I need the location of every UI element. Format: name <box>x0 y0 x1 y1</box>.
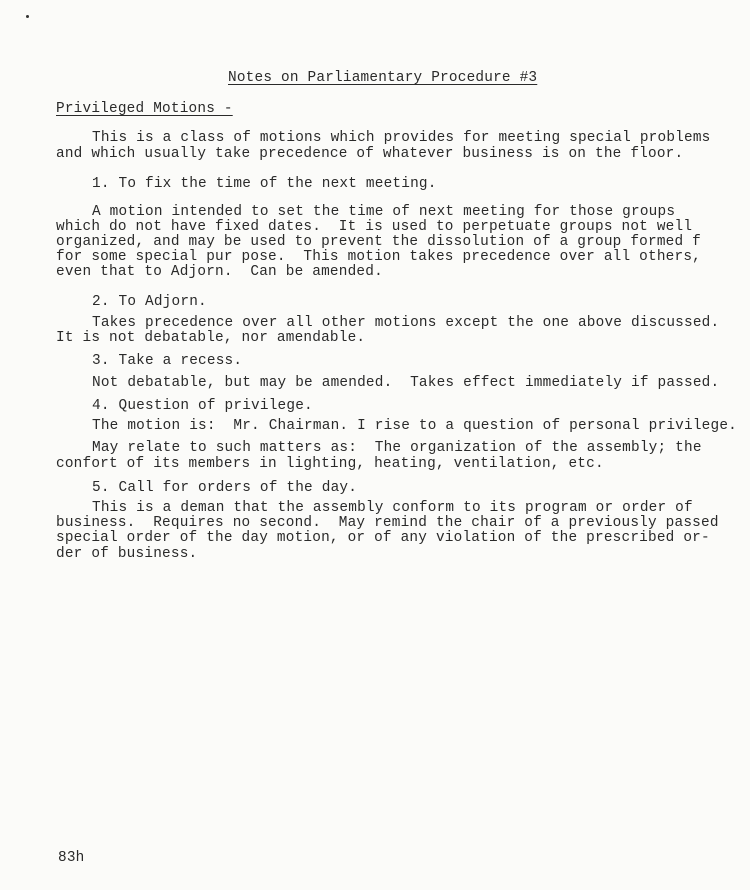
item-line: Takes precedence over all other motions except the one above discussed. <box>92 315 720 331</box>
document-title: Notes on Parliamentary Procedure #3 <box>228 70 538 86</box>
item-title: 1. To fix the time of the next meeting. <box>92 176 437 192</box>
intro-line: and which usually take precedence of whatever business is on the floor. <box>56 146 684 162</box>
item-line: The motion is: Mr. Chairman. I rise to a question of personal privilege. <box>92 418 738 434</box>
item-title: 5. Call for orders of the day. <box>92 480 358 496</box>
item-line: business. Requires no second. May remind the chair of a previously passed <box>56 515 719 531</box>
intro-line: This is a class of motions which provides for meeting special problems <box>92 130 711 146</box>
item-line: for some special pur pose. This motion takes precedence over all others, <box>56 249 702 265</box>
item-title: 2. To Adjorn. <box>92 294 207 310</box>
item-line: special order of the day motion, or of any violation of the prescribed or- <box>56 530 710 546</box>
item-line: A motion intended to set the time of next meeting for those groups <box>92 204 676 220</box>
item-line: Not debatable, but may be amended. Takes effect immediately if passed. <box>92 375 720 391</box>
item-line: This is a deman that the assembly conform to its program or order of <box>92 500 693 516</box>
item-line: organized, and may be used to prevent the dissolution of a group formed f <box>56 234 702 250</box>
section-heading: Privileged Motions - <box>56 101 233 117</box>
ink-speck <box>26 15 29 18</box>
item-title: 3. Take a recess. <box>92 353 243 369</box>
item-line: May relate to such matters as: The organization of the assembly; the <box>92 440 702 456</box>
item-title: 4. Question of privilege. <box>92 398 313 414</box>
item-line: It is not debatable, nor amendable. <box>56 330 366 346</box>
item-line: confort of its members in lighting, heating, ventilation, etc. <box>56 456 604 472</box>
page-number: 83h <box>58 850 85 866</box>
item-line: even that to Adjorn. Can be amended. <box>56 264 383 280</box>
item-line: der of business. <box>56 546 198 562</box>
item-line: which do not have fixed dates. It is used to perpetuate groups not well <box>56 219 693 235</box>
